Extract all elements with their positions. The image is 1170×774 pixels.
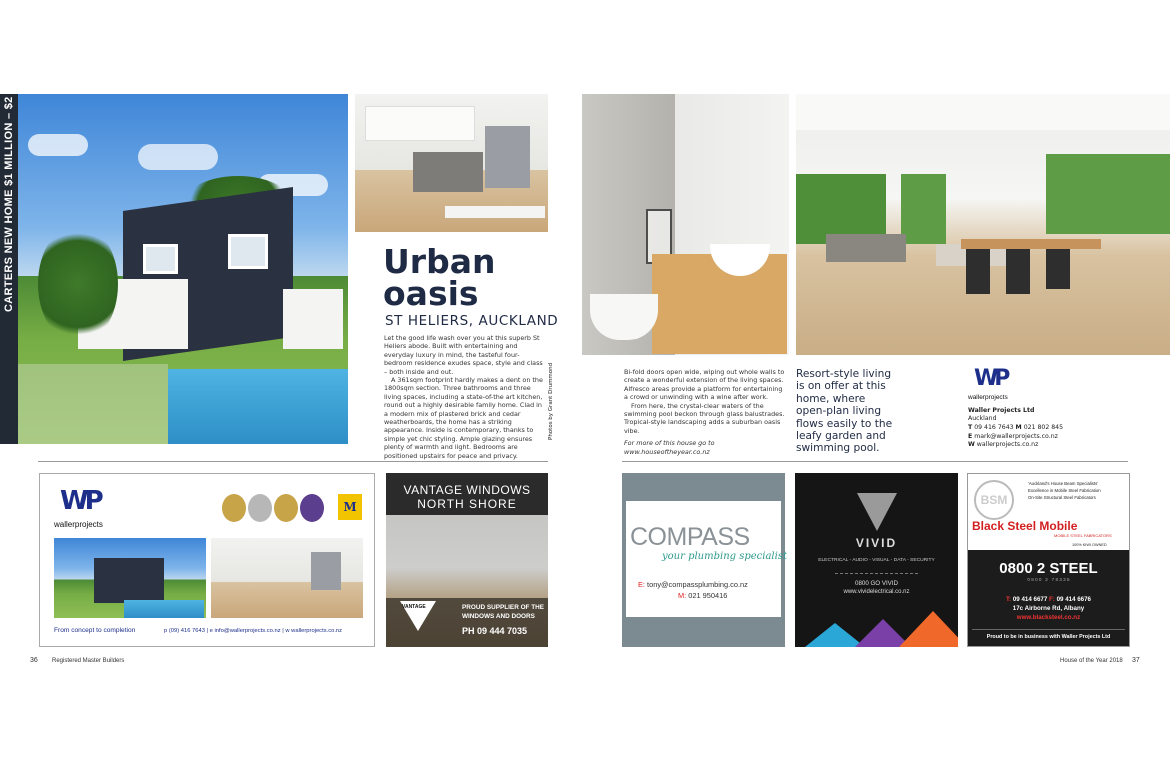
photo-credit: Photos by Grant Drummond <box>548 362 554 440</box>
body-paragraph: Bi-fold doors open wide, wiping out whole walls to create a wonderful extension of the living spaces. Alfresco areas provide a platform for entertaining a crowd or unwinding with a wine after work. <box>624 368 785 402</box>
category-tab-label: CARTERS NEW HOME $1 MILLION – $2 MILLION <box>3 45 15 312</box>
bsm-phones: T: 09 414 6677 F: 09 414 6676 <box>1005 596 1092 603</box>
article-title-line1: Urban <box>383 242 496 281</box>
vivid-phone: 0800 GO VIVID <box>855 580 898 587</box>
bsm-kiwi: 100% KIWI OWNED <box>1072 543 1107 547</box>
body-paragraph: Let the good life wash over you at this superb St Heliers abode. Built with entertaining and everyday luxury in mind, the tasteful four-bedroom residence exudes space, style and class – both inside and out. <box>384 334 543 376</box>
waller-ad-tagline: From concept to completion <box>54 627 136 634</box>
vivid-logo-text: VIVID <box>855 536 898 550</box>
folio-number-left: 36 <box>30 657 38 664</box>
bsm-phone-word: 0800 2 STEEL <box>999 560 1098 577</box>
vantage-ad-phone: PH 09 444 7035 <box>462 626 528 636</box>
vivid-graphic <box>899 611 958 647</box>
vantage-windows-ad <box>386 473 548 647</box>
house-exterior-photo <box>18 94 348 444</box>
body-paragraph: From here, the crystal-clear waters of the swimming pool beckon through glass balustrades. Tropical-style landscaping adds a suburban oasis vibe. <box>624 401 785 435</box>
compass-email[interactable]: E: tony@compassplumbing.co.nz <box>638 580 748 589</box>
vivid-services: ELECTRICAL - AUDIO - VISUAL - DATA - SECURITY <box>818 558 935 563</box>
vivid-electrical-ad <box>795 473 958 647</box>
waller-logo-icon: WP <box>60 486 100 516</box>
builder-website[interactable]: W wallerprojects.co.nz <box>968 441 1039 448</box>
folio-text-left: Registered Master Builders <box>52 658 125 664</box>
waller-logo-text: wallerprojects <box>54 520 103 529</box>
divider <box>38 461 548 462</box>
article-body-right <box>624 368 786 456</box>
vivid-divider <box>835 573 918 574</box>
vivid-web[interactable]: www.vividelectrical.co.nz <box>843 589 910 595</box>
vantage-ad-supplier1: PROUD SUPPLIER OF THE <box>462 604 545 611</box>
bsm-tag3: On-Site Structural Steel Fabricators <box>1028 495 1096 500</box>
waller-ad-kitchen-photo <box>211 538 363 618</box>
compass-mobile: M: 021 950416 <box>678 591 728 600</box>
more-info-link[interactable]: For more of this house go to www.houseoftheyear.co.nz <box>624 439 715 456</box>
award-medal-icon <box>248 494 272 522</box>
body-paragraph: A 361sqm footprint hardly makes a dent on the 1800sqm section. Three bathrooms and three living spaces, including a state-of-the art kitchen, round out a highly desirable family home. Clad in a modern mix of plastered brick and cedar weatherboards, the home has a striking appearance. Inside is contemporary, thanks to simple yet chic styling. Ample glazing ensures plenty of warmth and light. Bedrooms are positioned upstairs for peace and privacy. <box>384 376 543 460</box>
waller-ad-house-photo <box>54 538 206 618</box>
category-tab <box>0 45 18 444</box>
award-medal-icon <box>222 494 246 522</box>
compass-tagline: your plumbing specialist <box>662 551 787 562</box>
builder-email[interactable]: E mark@wallerprojects.co.nz <box>968 433 1058 440</box>
bsm-tag1: 'Auckland's House Beam Specialists' <box>1028 481 1099 486</box>
bsm-phone-digits: 0 8 0 0 2 7 8 3 3 5 <box>1027 577 1070 582</box>
vantage-ad-subtitle: NORTH SHORE <box>417 497 517 511</box>
article-title-line2: oasis <box>383 274 479 313</box>
builder-logo-text: wallerprojects <box>968 394 1008 401</box>
bsm-tag2: Excellence in Mobile Steel Fabrication <box>1028 488 1101 493</box>
rmb-logo-icon: M <box>338 494 362 520</box>
bsm-name: Black Steel Mobile <box>972 519 1078 533</box>
bsm-sub: MOBILE STEEL FABRICATORS <box>1054 533 1112 538</box>
article-body-left <box>384 334 546 460</box>
builder-city: Auckland <box>968 415 997 422</box>
waller-logo-icon: WP <box>974 366 1007 391</box>
waller-projects-ad <box>39 473 375 647</box>
compass-logo-text: COMPASS <box>630 523 750 551</box>
vantage-ad-title: VANTAGE WINDOWS <box>403 483 531 497</box>
divider <box>622 461 1128 462</box>
bsm-footer-rule <box>972 629 1125 630</box>
builder-phones: T 09 416 7643 M 021 802 845 <box>968 424 1064 431</box>
article-location: ST HELIERS, AUCKLAND <box>385 313 559 329</box>
bsm-monogram-icon: BSM <box>974 480 1014 520</box>
builder-name: Waller Projects Ltd <box>968 407 1035 414</box>
bsm-address: 17c Airborne Rd, Albany <box>1012 605 1085 612</box>
vantage-logo-text: VANTAGE <box>402 604 426 610</box>
bsm-web[interactable]: www.blacksteel.co.nz <box>1016 614 1081 621</box>
bathroom-photo <box>582 94 789 355</box>
waller-ad-contact: p (09) 416 7643 | e info@wallerprojects.co.nz | w wallerprojects.co.nz <box>164 628 343 634</box>
vantage-ad-supplier2: WINDOWS AND DOORS <box>462 613 535 620</box>
compass-plumbing-ad <box>622 473 785 647</box>
award-medal-icon <box>300 494 324 522</box>
folio-text-right: House of the Year 2018 <box>1060 658 1123 664</box>
living-room-photo <box>796 94 1170 355</box>
vivid-logo-icon <box>857 493 897 531</box>
kitchen-photo <box>355 94 548 232</box>
bsm-footer: Proud to be in business with Waller Projects Ltd <box>986 634 1111 640</box>
pull-quote: Resort-style living is on offer at this home, where open-plan living flows easily to the leafy garden and swimming pool. <box>796 368 893 455</box>
black-steel-mobile-ad <box>967 473 1130 647</box>
folio-number-right: 37 <box>1132 657 1140 664</box>
award-medal-icon <box>274 494 298 522</box>
